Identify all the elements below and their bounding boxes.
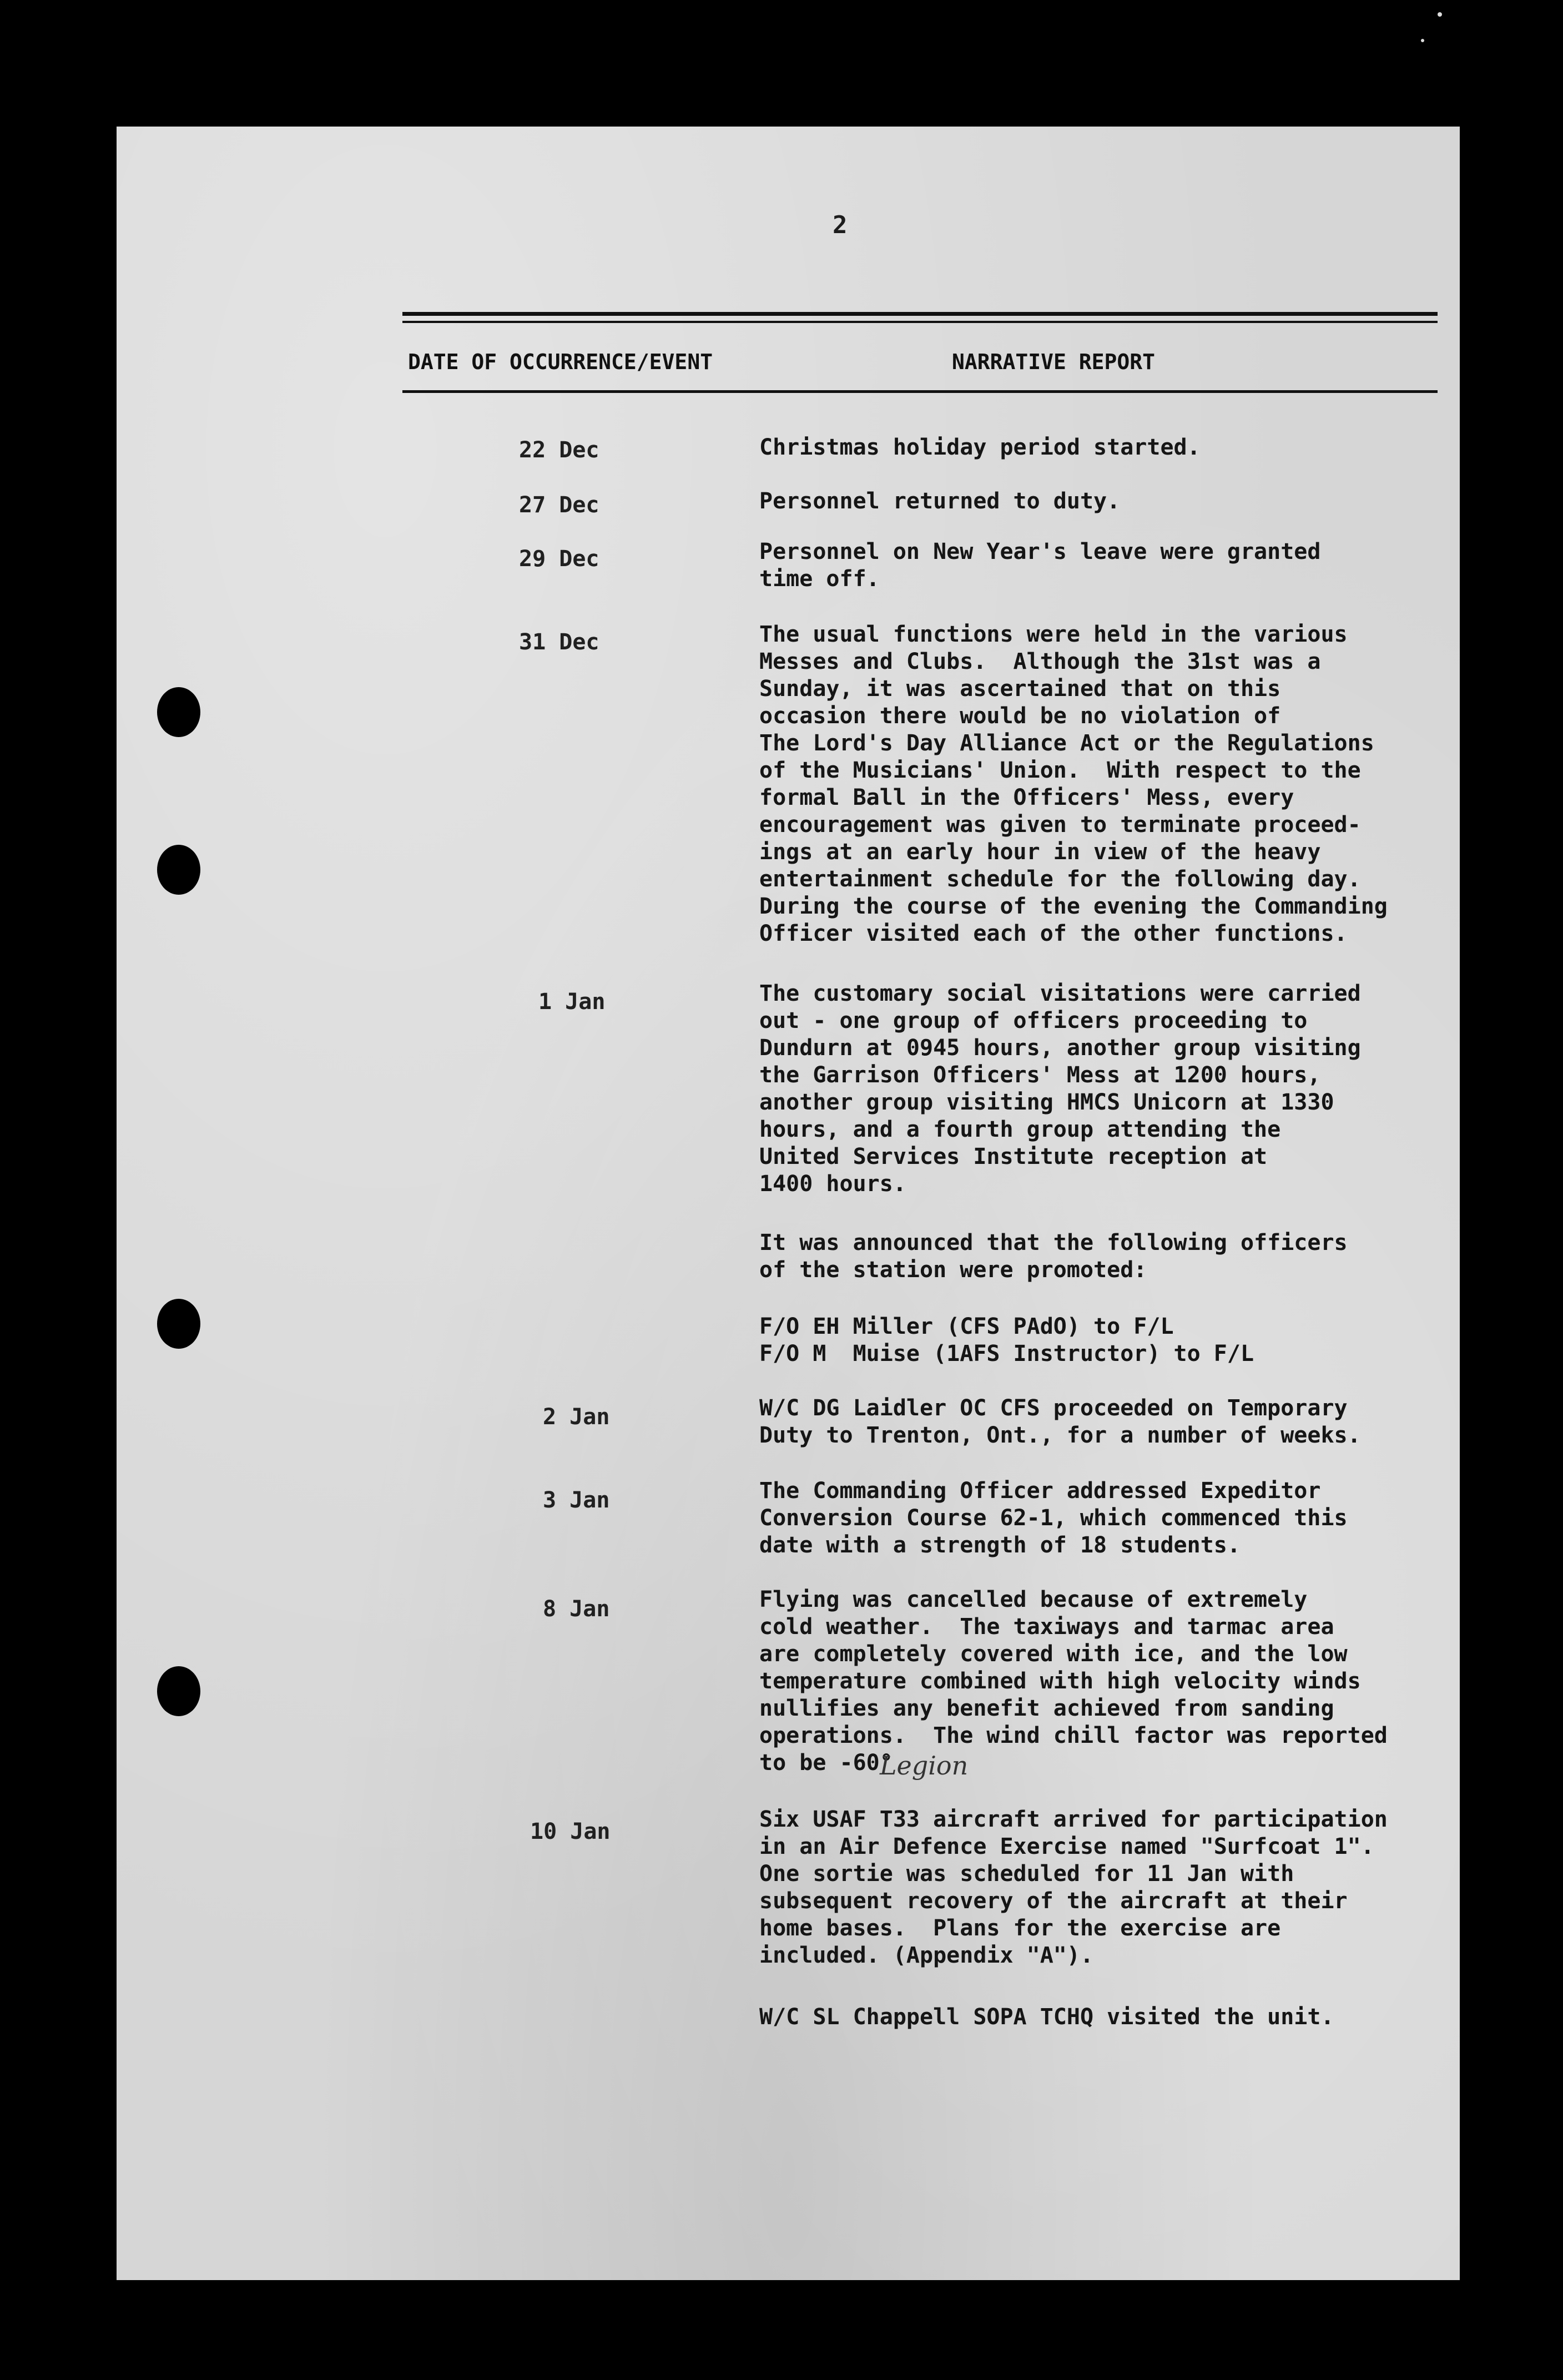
entry-text: Personnel on New Year's leave were granted time off. bbox=[759, 539, 1321, 592]
punch-hole bbox=[157, 687, 200, 737]
page-number: 2 bbox=[833, 211, 848, 239]
film-speck bbox=[1421, 39, 1424, 42]
entry-text: Six USAF T33 aircraft arrived for participation in an Air Defence Exercise named "Surfcoat 1". One sortie was scheduled for 11 Jan with subsequent recovery of the aircraft at their home bases. Plans for the exercise are included. (Appendix "A"). bbox=[759, 1807, 1388, 1968]
entry-date: 31 Dec bbox=[519, 629, 599, 655]
entry-text: W/C DG Laidler OC CFS proceeded on Temporary Duty to Trenton, Ont., for a number of weeks. bbox=[759, 1395, 1361, 1448]
entry-text: Flying was cancelled because of extremely cold weather. The taxiways and tarmac area are completely covered with ice, and the low temperature combined with high velocity winds nullifies any benefit achieved from sanding operations. The wind chill factor was reported to be -60° bbox=[759, 1587, 1388, 1776]
header-top-rule-thin bbox=[402, 321, 1438, 323]
punch-hole bbox=[157, 1666, 200, 1716]
entry-date: 27 Dec bbox=[519, 492, 599, 518]
film-speck bbox=[1403, 6, 1408, 11]
entry-text: Personnel returned to duty. bbox=[759, 488, 1121, 514]
punch-hole bbox=[157, 1299, 200, 1349]
date-column-header: DATE OF OCCURRENCE/EVENT bbox=[408, 350, 713, 374]
entry-date: 22 Dec bbox=[519, 437, 599, 463]
entry-text: The usual functions were held in the various Messes and Clubs. Although the 31st was a Sunday, it was ascertained that on this occasion there would be no violation of The Lord's Day Alliance Act or the Regulations of the Musicians' Union. With respect to the formal Ball in the Officers' Mess, every encouragement was given to terminate proceed- ings at an early hour in view of the heavy entertainment schedule for the following day. During the course of the evening the Commanding Officer visited each of the other functions. bbox=[759, 622, 1388, 946]
entry-date: 2 Jan bbox=[543, 1404, 610, 1430]
entry-date: 10 Jan bbox=[530, 1819, 611, 1844]
entry-date: 29 Dec bbox=[519, 546, 599, 572]
film-speck bbox=[1438, 12, 1442, 17]
entry-date: 1 Jan bbox=[538, 989, 606, 1015]
handwritten-annotation: Legion bbox=[880, 1751, 969, 1781]
narrative-column-header: NARRATIVE REPORT bbox=[952, 350, 1156, 374]
entry-followup-text: W/C SL Chappell SOPA TCHQ visited the unit. bbox=[759, 2004, 1334, 2030]
header-top-rule bbox=[402, 312, 1438, 316]
entry-date: 8 Jan bbox=[543, 1596, 610, 1622]
entry-text: Christmas holiday period started. bbox=[759, 435, 1201, 460]
entry-followup-text: It was announced that the following officers of the station were promoted: bbox=[759, 1230, 1348, 1283]
header-bottom-rule bbox=[402, 390, 1438, 393]
entry-date: 3 Jan bbox=[543, 1488, 610, 1513]
promotion-line: F/O M Muise (1AFS Instructor) to F/L bbox=[759, 1341, 1254, 1367]
entry-text: The customary social visitations were carried out - one group of officers proceeding to Dundurn at 0945 hours, another group visiting the Garrison Officers' Mess at 1200 hours, another group visiting HMCS Unicorn at 1330 hours, and a fourth group attending the United Services Institute reception at 1400 hours. bbox=[759, 981, 1361, 1197]
entry-text: The Commanding Officer addressed Expeditor Conversion Course 62-1, which commenced this date with a strength of 18 students. bbox=[759, 1478, 1348, 1558]
punch-hole bbox=[157, 845, 200, 895]
promotion-line: F/O EH Miller (CFS PAdO) to F/L bbox=[759, 1314, 1174, 1339]
